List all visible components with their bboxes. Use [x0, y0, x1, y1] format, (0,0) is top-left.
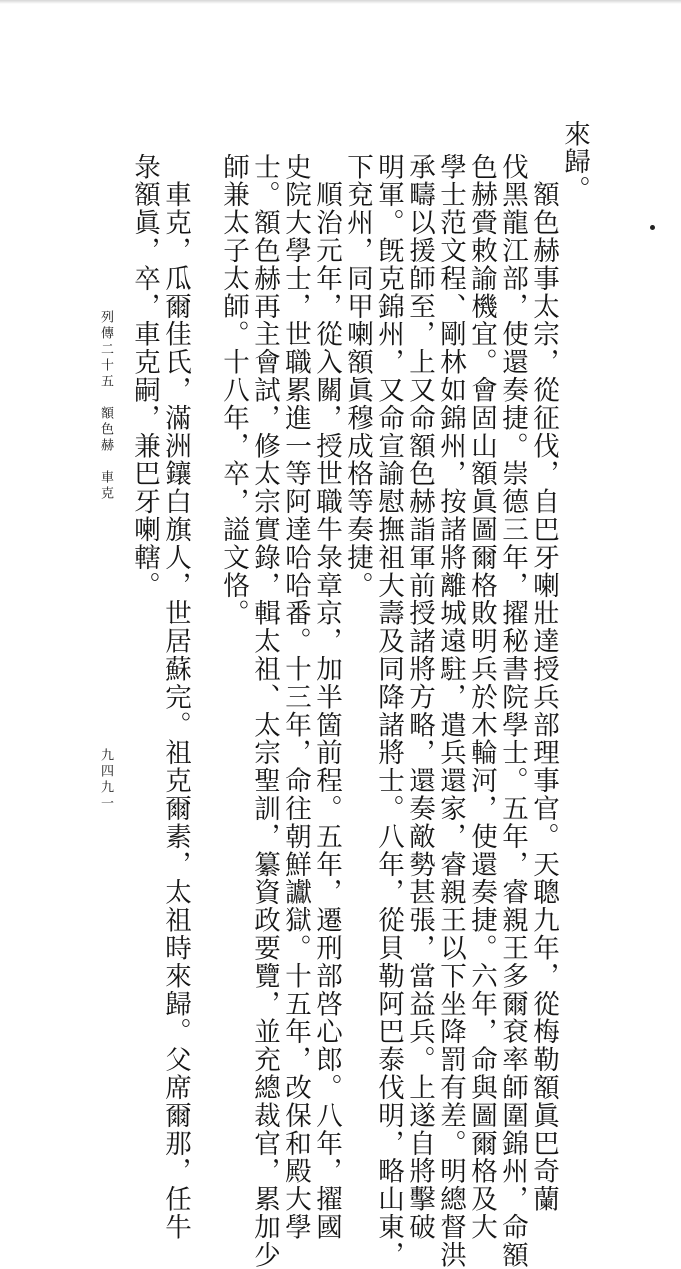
text-column-3: 伐黑龍江部，使還奏捷。崇德三年，擢秘書院學士。五年，睿親王多爾袞率師圍錦州，命額 [497, 153, 528, 1269]
text-column-10: 史院大學士，世職累進一等阿達哈哈番。十三年，命往朝鮮讞獄。十五年，改保和殿大學 [280, 153, 311, 1242]
page-number: 九四九一 [98, 748, 113, 812]
text-column-12: 師兼太子太師。十八年，卒，謚文恪。 [218, 153, 249, 628]
ink-dot [650, 225, 655, 230]
running-title: 列傳二十五 額色赫 車克 [98, 310, 113, 502]
text-column-7: 明軍。旣克錦州，又命宣諭慰撫祖大壽及同降諸將士。八年，從貝勒阿巴泰伐明，略山東， [373, 153, 404, 1269]
text-column-1: 來歸。 [559, 120, 590, 204]
text-column-2: 額色赫事太宗，從征伐，自巴牙喇壯達授兵部理事官。天聰九年，從梅勒額眞巴奇蘭 [528, 153, 559, 1214]
text-column-5: 學士范文程、剛林如錦州，按諸將離城遠駐，遣兵還家，睿親王以下坐降罰有差。明總督洪 [435, 153, 466, 1269]
text-column-8: 下兗州，同甲喇額眞穆成格等奏捷。 [342, 153, 373, 600]
text-column-6: 承疇以援師至，上又命額色赫詣軍前授諸將方略，還奏敵勢甚張，當益兵。上遂自將擊破 [404, 153, 435, 1242]
text-column-4: 色赫賫敕諭機宜。會固山額眞圖爾格敗明兵於木輪河，使還奏捷。六年，命與圖爾格及大 [466, 153, 497, 1242]
scan-edge [0, 0, 681, 4]
text-column-14: 彔額眞，卒，車克嗣，兼巴牙喇轄。 [129, 153, 160, 600]
text-column-9: 順治元年，從入關，授世職牛彔章京，加半箇前程。五年，遷刑部啓心郎。八年，擢國 [311, 153, 342, 1242]
text-column-13: 車克，瓜爾佳氏，滿洲鑲白旗人，世居蘇完。祖克爾素，太祖時來歸。父席爾那，任牛 [160, 153, 191, 1242]
text-column-11: 士。額色赫再主會試，修太宗實錄，輯太祖、太宗聖訓，纂資政要覽，並充總裁官，累加少 [249, 153, 280, 1269]
